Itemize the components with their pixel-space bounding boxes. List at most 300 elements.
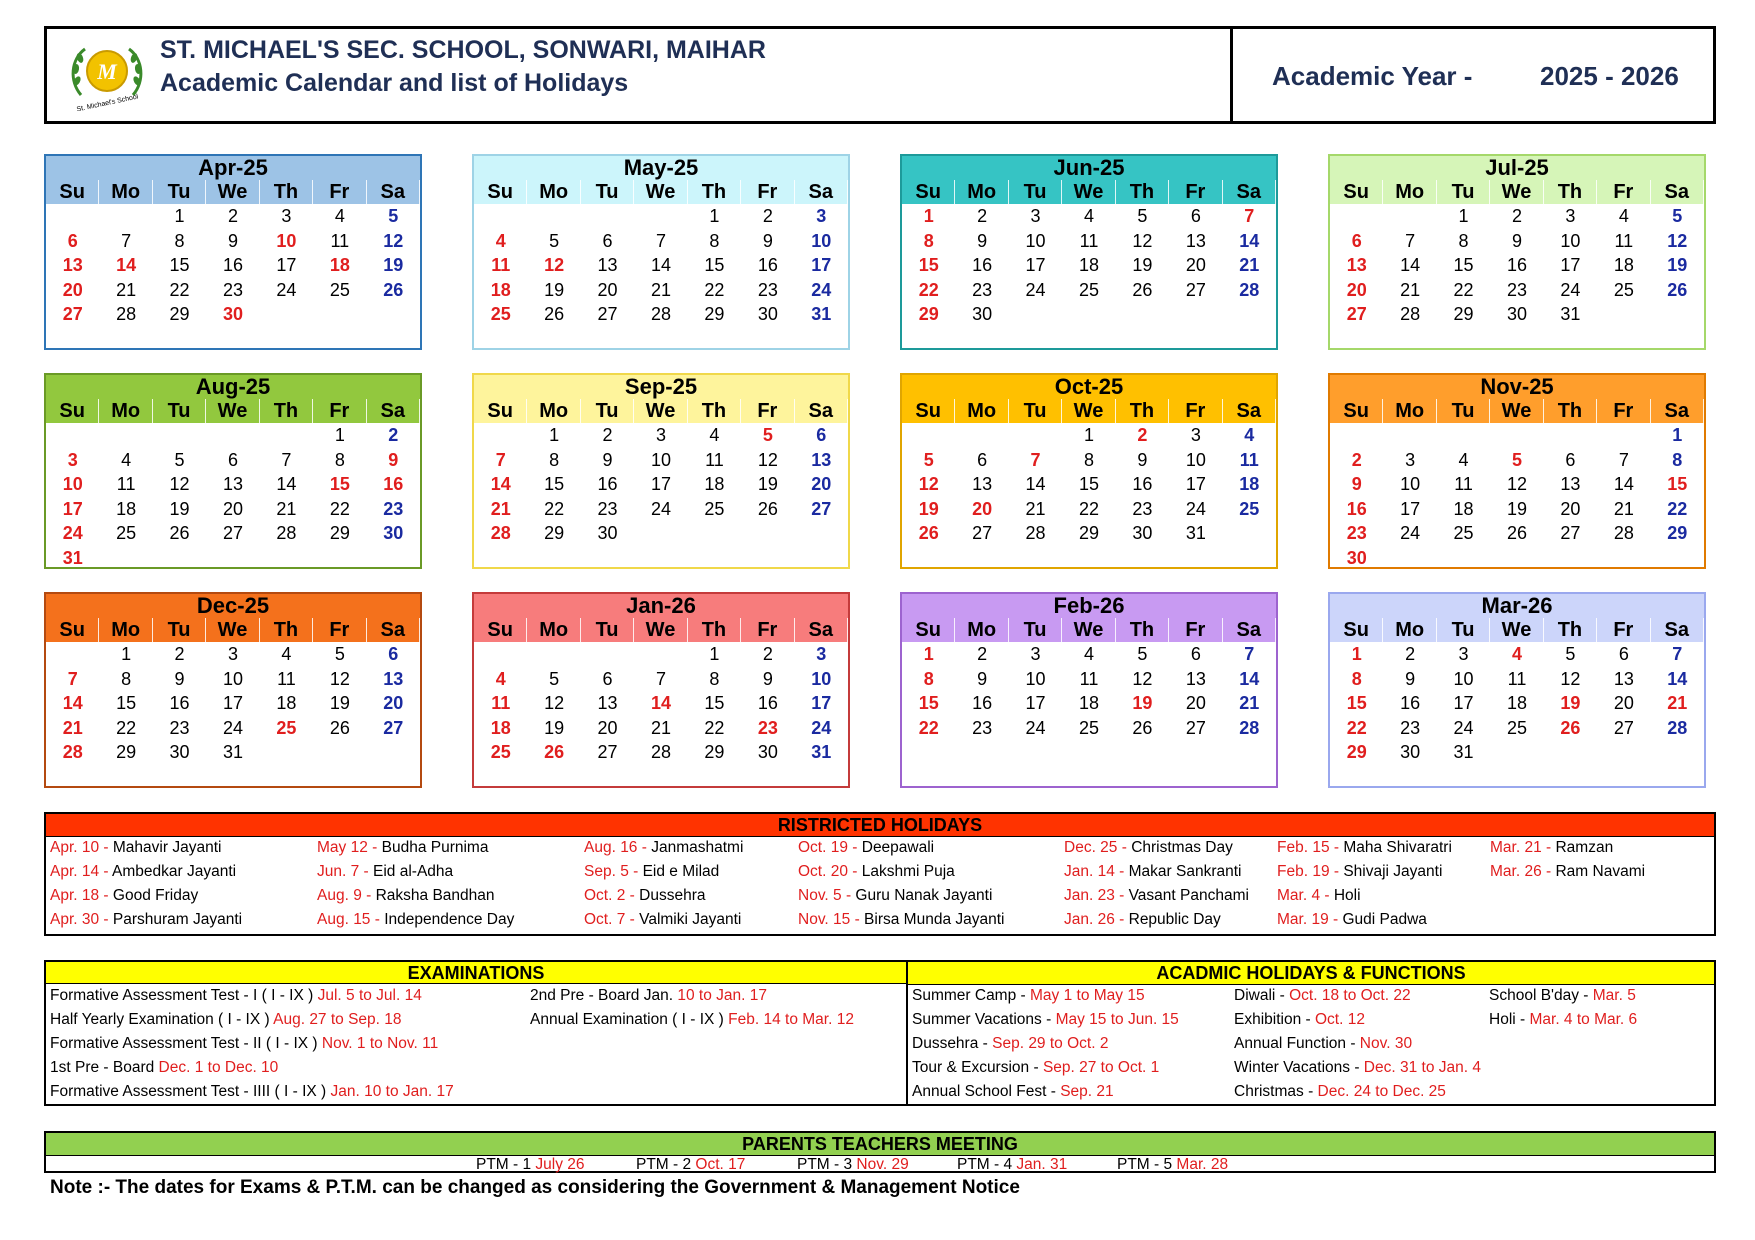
ptm-item: PTM - 5 Mar. 28 [1117, 1156, 1229, 1173]
restricted-holiday-item: Aug. 16 - Janmashatmi [584, 839, 744, 856]
weekday-header: Su [46, 180, 99, 204]
day-cell: 6 [227, 449, 238, 470]
day-cell: 1 [709, 644, 720, 664]
day-cell: 25 [116, 523, 137, 543]
restricted-holiday-item: Jan. 26 - Republic Day [1064, 911, 1221, 928]
day-cell: 6 [388, 644, 399, 664]
month-calendar [900, 592, 1278, 788]
day-cell: 17 [1400, 498, 1421, 519]
empty-day-cell [474, 423, 527, 448]
restricted-holiday-item: Aug. 9 - Raksha Bandhan [317, 887, 495, 904]
day-cell: 23 [1400, 717, 1421, 738]
month-calendar [900, 373, 1278, 569]
day-cell: 13 [383, 668, 404, 689]
day-cell: 15 [704, 693, 725, 713]
day-cell: 27 [811, 498, 832, 519]
day-cell: 10 [811, 668, 832, 689]
day-cell: 8 [121, 668, 132, 689]
day-cell: 29 [544, 523, 565, 543]
academic-holiday-item: Holi - Mar. 4 to Mar. 6 [1489, 1011, 1638, 1028]
day-cell: 12 [383, 230, 404, 251]
day-cell: 18 [1506, 693, 1527, 713]
month-grid [46, 399, 420, 570]
weekday-header: We [206, 399, 259, 423]
day-cell: 23 [597, 498, 618, 519]
day-cell: 13 [1560, 474, 1581, 494]
day-cell: 1 [1672, 425, 1683, 445]
day-cell: 22 [918, 717, 939, 738]
weekday-header: Th [688, 618, 741, 642]
day-cell: 4 [495, 230, 506, 251]
day-cell: 22 [1667, 498, 1688, 519]
day-cell: 18 [704, 474, 725, 494]
day-cell: 9 [977, 668, 988, 689]
day-cell: 26 [1667, 279, 1688, 300]
day-cell: 7 [1618, 449, 1629, 470]
restricted-holidays-section [44, 812, 1716, 936]
month-title: Mar-26 [1330, 594, 1704, 618]
weekday-header: Sa [1223, 180, 1276, 204]
weekday-header: Fr [1597, 399, 1650, 423]
ptm-item: PTM - 1 July 26 [476, 1156, 585, 1173]
weekday-header: Fr [741, 399, 794, 423]
weekday-header: Fr [741, 618, 794, 642]
day-cell: 7 [1030, 449, 1041, 470]
day-cell: 5 [923, 449, 934, 470]
month-calendar [472, 373, 850, 569]
day-cell: 8 [709, 668, 720, 689]
day-cell: 7 [121, 230, 132, 251]
day-cell: 21 [650, 279, 671, 300]
day-cell: 8 [923, 230, 934, 251]
month-calendar [44, 592, 422, 788]
day-cell: 29 [329, 523, 350, 543]
day-cell: 10 [811, 230, 832, 251]
month-calendar [44, 154, 422, 350]
day-cell: 10 [1453, 668, 1474, 689]
day-cell: 17 [1185, 474, 1206, 494]
day-cell: 20 [1560, 498, 1581, 519]
ptm-title: PARENTS TEACHERS MEETING [46, 1133, 1714, 1156]
restricted-holiday-item: Apr. 10 - Mahavir Jayanti [50, 839, 222, 856]
day-cell: 23 [383, 498, 404, 519]
month-grid [1330, 180, 1704, 327]
day-cell: 16 [972, 255, 993, 275]
day-cell: 19 [383, 255, 404, 275]
weekday-header: Tu [1437, 399, 1490, 423]
weekday-header: Su [474, 180, 527, 204]
day-cell: 11 [330, 230, 350, 251]
empty-day-cell [206, 423, 259, 448]
day-cell: 26 [1132, 279, 1153, 300]
day-cell: 28 [62, 742, 83, 762]
document-title: Academic Calendar and list of Holidays [160, 69, 629, 97]
day-cell: 7 [1672, 644, 1683, 664]
day-cell: 13 [597, 693, 618, 713]
empty-day-cell [634, 642, 687, 667]
day-cell: 30 [1400, 742, 1421, 762]
day-cell: 3 [67, 449, 78, 470]
day-cell: 26 [918, 523, 939, 543]
day-cell: 22 [169, 279, 190, 300]
day-cell: 20 [1185, 693, 1206, 713]
day-cell: 5 [174, 449, 185, 470]
day-cell: 17 [276, 255, 297, 275]
weekday-header: We [1490, 180, 1543, 204]
day-cell: 16 [383, 474, 404, 494]
weekday-header: We [1062, 618, 1115, 642]
day-cell: 30 [222, 304, 243, 324]
day-cell: 3 [1565, 206, 1576, 226]
day-cell: 24 [222, 717, 243, 738]
day-cell: 18 [1078, 693, 1099, 713]
exam-item: 1st Pre - Board Dec. 1 to Dec. 10 [50, 1059, 279, 1076]
day-cell: 24 [1025, 279, 1046, 300]
day-cell: 26 [329, 717, 350, 738]
weekday-header: Mo [955, 618, 1008, 642]
restricted-holiday-item: Aug. 15 - Independence Day [317, 911, 515, 928]
weekday-header: Mo [99, 180, 152, 204]
day-cell: 1 [709, 206, 720, 226]
day-cell: 28 [276, 523, 297, 543]
weekday-header: We [634, 618, 687, 642]
day-cell: 19 [1506, 498, 1527, 519]
day-cell: 15 [169, 255, 190, 275]
day-cell: 4 [334, 206, 345, 226]
day-cell: 11 [491, 255, 511, 275]
day-cell: 8 [1672, 449, 1683, 470]
day-cell: 26 [383, 279, 404, 300]
day-cell: 8 [334, 449, 345, 470]
day-cell: 30 [1132, 523, 1153, 543]
day-cell: 12 [329, 668, 350, 689]
day-cell: 6 [1190, 644, 1201, 664]
month-grid [902, 618, 1276, 740]
day-cell: 29 [116, 742, 137, 762]
day-cell: 27 [1560, 523, 1581, 543]
weekday-header: We [1490, 399, 1543, 423]
day-cell: 9 [1405, 668, 1416, 689]
weekday-header: Su [1330, 618, 1383, 642]
day-cell: 6 [602, 668, 613, 689]
restricted-holiday-item: Oct. 19 - Deepawali [798, 839, 935, 856]
day-cell: 24 [62, 523, 83, 543]
day-cell: 4 [1511, 644, 1522, 664]
day-cell: 21 [650, 717, 671, 738]
month-grid [902, 180, 1276, 327]
day-cell: 14 [490, 474, 511, 494]
day-cell: 13 [1346, 255, 1367, 275]
empty-day-cell [474, 204, 527, 229]
weekday-header: Sa [367, 618, 420, 642]
day-cell: 22 [544, 498, 565, 519]
day-cell: 20 [597, 717, 618, 738]
weekday-header: We [206, 180, 259, 204]
day-cell: 11 [1079, 668, 1099, 689]
day-cell: 20 [972, 498, 993, 519]
day-cell: 24 [811, 717, 832, 738]
day-cell: 30 [757, 742, 778, 762]
day-cell: 9 [602, 449, 613, 470]
day-cell: 19 [544, 279, 565, 300]
day-cell: 16 [757, 255, 778, 275]
month-grid [902, 399, 1276, 546]
day-cell: 25 [1613, 279, 1634, 300]
day-cell: 28 [1667, 717, 1688, 738]
day-cell: 20 [1185, 255, 1206, 275]
weekday-header: Mo [955, 180, 1008, 204]
day-cell: 17 [1025, 693, 1046, 713]
month-title: Jun-25 [902, 156, 1276, 180]
weekday-header: Mo [1383, 399, 1436, 423]
weekday-header: Th [688, 180, 741, 204]
day-cell: 18 [276, 693, 297, 713]
restricted-holiday-item: Feb. 15 - Maha Shivaratri [1277, 839, 1452, 856]
empty-day-cell [902, 423, 955, 448]
weekday-header: Tu [153, 180, 206, 204]
month-title: Aug-25 [46, 375, 420, 399]
day-cell: 16 [1400, 693, 1421, 713]
day-cell: 14 [1239, 230, 1260, 251]
day-cell: 25 [1078, 717, 1099, 738]
day-cell: 13 [1613, 668, 1634, 689]
weekday-header: Sa [367, 180, 420, 204]
academic-holiday-item: Exhibition - Oct. 12 [1234, 1011, 1365, 1028]
day-cell: 20 [1613, 693, 1634, 713]
day-cell: 24 [650, 498, 671, 519]
empty-day-cell [153, 423, 206, 448]
day-cell: 19 [1132, 255, 1153, 275]
day-cell: 3 [1030, 644, 1041, 664]
day-cell: 14 [1025, 474, 1046, 494]
day-cell: 5 [549, 230, 560, 251]
day-cell: 6 [977, 449, 988, 470]
month-calendar [1328, 592, 1706, 788]
day-cell: 7 [1244, 644, 1255, 664]
weekday-header: Th [1116, 399, 1169, 423]
day-cell: 19 [329, 693, 350, 713]
restricted-holiday-item: Nov. 5 - Guru Nanak Jayanti [798, 887, 993, 904]
day-cell: 7 [655, 230, 666, 251]
academic-holiday-item: Winter Vacations - Dec. 31 to Jan. 4 [1234, 1059, 1481, 1076]
day-cell: 3 [816, 206, 827, 226]
ptm-item: PTM - 4 Jan. 31 [957, 1156, 1068, 1173]
weekday-header: Su [46, 399, 99, 423]
day-cell: 26 [544, 304, 565, 324]
weekday-header: Mo [99, 618, 152, 642]
day-cell: 12 [1506, 474, 1527, 494]
restricted-holiday-item: Apr. 14 - Ambedkar Jayanti [50, 863, 237, 880]
day-cell: 1 [334, 425, 345, 445]
day-cell: 11 [116, 474, 136, 494]
academic-year-label: Academic Year - [1272, 61, 1473, 91]
day-cell: 28 [490, 523, 511, 543]
day-cell: 17 [1560, 255, 1581, 275]
month-calendar [472, 592, 850, 788]
day-cell: 1 [1351, 644, 1362, 664]
day-cell: 2 [227, 206, 238, 226]
academic-holiday-item: Dussehra - Sep. 29 to Oct. 2 [912, 1035, 1109, 1052]
day-cell: 22 [116, 717, 137, 738]
day-cell: 8 [1458, 230, 1469, 251]
empty-day-cell [1597, 423, 1650, 448]
restricted-holidays-title: RISTRICTED HOLIDAYS [46, 814, 1714, 837]
day-cell: 3 [227, 644, 238, 664]
empty-day-cell [1544, 423, 1597, 448]
restricted-holiday-item: Mar. 4 - Holi [1277, 887, 1361, 904]
day-cell: 2 [174, 644, 185, 664]
day-cell: 3 [281, 206, 292, 226]
day-cell: 14 [650, 255, 671, 275]
day-cell: 21 [1400, 279, 1421, 300]
day-cell: 1 [923, 644, 934, 664]
day-cell: 12 [1132, 230, 1153, 251]
day-cell: 4 [121, 449, 132, 470]
ptm-item: PTM - 2 Oct. 17 [636, 1156, 746, 1173]
day-cell: 24 [276, 279, 297, 300]
day-cell: 8 [709, 230, 720, 251]
restricted-holiday-item: Feb. 19 - Shivaji Jayanti [1277, 863, 1443, 880]
restricted-holiday-item: Apr. 18 - Good Friday [50, 887, 199, 904]
day-cell: 26 [544, 742, 565, 762]
day-cell: 20 [383, 693, 404, 713]
day-cell: 29 [918, 304, 939, 324]
day-cell: 1 [923, 206, 934, 226]
day-cell: 4 [1458, 449, 1469, 470]
day-cell: 18 [1453, 498, 1474, 519]
day-cell: 31 [1185, 523, 1206, 543]
empty-day-cell [1009, 423, 1062, 448]
day-cell: 30 [383, 523, 404, 543]
weekday-header: Fr [1169, 180, 1222, 204]
day-cell: 15 [704, 255, 725, 275]
day-cell: 19 [169, 498, 190, 519]
day-cell: 15 [1346, 693, 1367, 713]
day-cell: 6 [1351, 230, 1362, 251]
month-grid [46, 180, 420, 327]
day-cell: 11 [1079, 230, 1099, 251]
day-cell: 11 [1614, 230, 1634, 251]
academic-holiday-item: School B'day - Mar. 5 [1489, 987, 1636, 1004]
header-divider [1230, 29, 1233, 121]
day-cell: 14 [1667, 668, 1688, 689]
day-cell: 16 [972, 693, 993, 713]
weekday-header: Th [1116, 618, 1169, 642]
day-cell: 13 [597, 255, 618, 275]
weekday-header: Th [260, 399, 313, 423]
day-cell: 5 [1565, 644, 1576, 664]
day-cell: 25 [1239, 498, 1260, 519]
day-cell: 18 [1613, 255, 1634, 275]
day-cell: 20 [811, 474, 832, 494]
day-cell: 30 [1506, 304, 1527, 324]
day-cell: 15 [918, 255, 939, 275]
day-cell: 13 [222, 474, 243, 494]
month-title: May-25 [474, 156, 848, 180]
day-cell: 25 [1453, 523, 1474, 543]
exam-item: Half Yearly Examination ( I - IX ) Aug. 27 to Sep. 18 [50, 1011, 402, 1028]
day-cell: 1 [1458, 206, 1469, 226]
day-cell: 9 [227, 230, 238, 251]
day-cell: 27 [1185, 717, 1206, 738]
day-cell: 29 [1667, 523, 1688, 543]
day-cell: 2 [1405, 644, 1416, 664]
day-cell: 5 [762, 425, 773, 445]
day-cell: 15 [1078, 474, 1099, 494]
restricted-holiday-item: Mar. 26 - Ram Navami [1490, 863, 1646, 880]
day-cell: 4 [1083, 206, 1094, 226]
weekday-header: Tu [1009, 399, 1062, 423]
weekday-header: Su [474, 618, 527, 642]
restricted-holiday-item: Jan. 23 - Vasant Panchami [1064, 887, 1249, 904]
day-cell: 14 [116, 255, 137, 275]
day-cell: 21 [1239, 693, 1260, 713]
empty-day-cell [99, 204, 152, 229]
month-grid [1330, 399, 1704, 570]
weekday-header: We [1062, 180, 1115, 204]
school-logo [67, 41, 147, 111]
weekday-header: Su [902, 180, 955, 204]
empty-day-cell [46, 204, 99, 229]
day-cell: 14 [1239, 668, 1260, 689]
day-cell: 10 [1560, 230, 1581, 251]
exam-item: Formative Assessment Test - IIII ( I - IX ) Jan. 10 to Jan. 17 [50, 1083, 454, 1100]
day-cell: 7 [1244, 206, 1255, 226]
day-cell: 2 [977, 644, 988, 664]
weekday-header: Sa [367, 399, 420, 423]
day-cell: 24 [1560, 279, 1581, 300]
empty-day-cell [1437, 423, 1490, 448]
academic-holiday-item: Tour & Excursion - Sep. 27 to Oct. 1 [912, 1059, 1160, 1076]
day-cell: 28 [1025, 523, 1046, 543]
weekday-header: Fr [1169, 399, 1222, 423]
day-cell: 7 [281, 449, 292, 470]
day-cell: 12 [757, 449, 778, 470]
day-cell: 31 [222, 742, 243, 762]
month-title: Sep-25 [474, 375, 848, 399]
restricted-holiday-item: May 12 - Budha Purnima [317, 839, 489, 856]
day-cell: 2 [762, 206, 773, 226]
day-cell: 5 [1137, 644, 1148, 664]
day-cell: 21 [116, 279, 137, 300]
exams-academic-section [44, 960, 1716, 1106]
day-cell: 13 [972, 474, 993, 494]
academic-year-value: 2025 - 2026 [1540, 61, 1679, 91]
day-cell: 22 [704, 279, 725, 300]
month-title: Dec-25 [46, 594, 420, 618]
weekday-header: Sa [795, 180, 848, 204]
empty-day-cell [474, 642, 527, 667]
day-cell: 3 [1030, 206, 1041, 226]
academic-holiday-item: Summer Camp - May 1 to May 15 [912, 987, 1145, 1004]
weekday-header: Su [1330, 180, 1383, 204]
day-cell: 1 [1083, 425, 1094, 445]
day-cell: 30 [1346, 547, 1367, 568]
day-cell: 7 [655, 668, 666, 689]
day-cell: 23 [757, 279, 778, 300]
month-calendar [44, 373, 422, 569]
day-cell: 3 [816, 644, 827, 664]
day-cell: 23 [1506, 279, 1527, 300]
weekday-header: Th [688, 399, 741, 423]
day-cell: 27 [597, 304, 618, 324]
day-cell: 1 [549, 425, 560, 445]
day-cell: 24 [811, 279, 832, 300]
day-cell: 20 [62, 279, 83, 300]
day-cell: 16 [1132, 474, 1153, 494]
day-cell: 12 [1667, 230, 1688, 251]
day-cell: 11 [705, 449, 724, 470]
